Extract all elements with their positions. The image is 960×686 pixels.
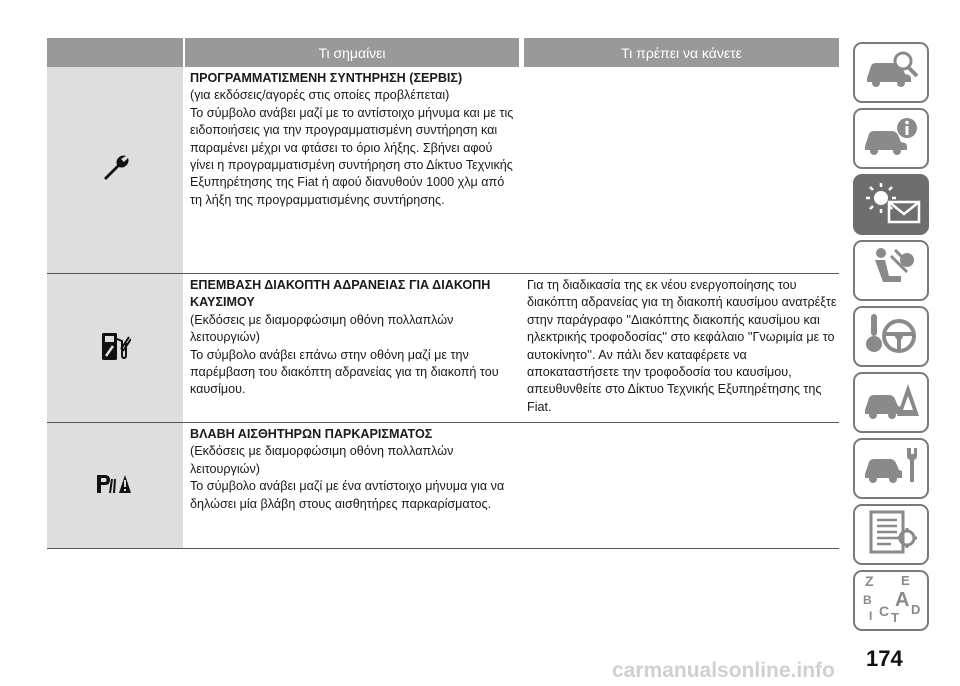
description-cell — [190, 70, 515, 209]
table-row — [47, 67, 839, 274]
key-steering-wheel-icon — [861, 310, 921, 363]
description-cell — [190, 426, 515, 513]
wrench-icon — [100, 153, 130, 188]
index-letter-z: Z — [865, 573, 874, 589]
row-title: ΠΡΟΓΡΑΜΜΑΤΙΣΜΕΝΗ ΣΥΝΤΗΡΗΣΗ (ΣΕΡΒΙΣ) — [190, 71, 463, 85]
table-row — [47, 423, 839, 549]
car-warning-triangle-icon — [861, 376, 921, 429]
chapter-tab-technical-data[interactable] — [853, 504, 929, 565]
alphabetical-index-icon — [859, 572, 923, 629]
row-title: ΕΠΕΜΒΑΣΗ ΔΙΑΚΟΠΤΗ ΑΔΡΑΝΕΙΑΣ ΓΙΑ ΔΙΑΚΟΠΗ ΚΑΥΣΙΜΟΥ — [190, 278, 491, 310]
car-info-icon — [861, 114, 921, 163]
watermark: carmanualsonline.info — [612, 659, 835, 682]
chapter-tab-starting-driving[interactable] — [853, 306, 929, 367]
icon-cell — [47, 67, 183, 273]
fuel-cutoff-icon — [99, 329, 131, 368]
chapter-tab-emergency[interactable] — [853, 372, 929, 433]
chapter-tab-car-info[interactable] — [853, 108, 929, 169]
icon-cell — [47, 274, 183, 422]
parking-sensor-fault-icon — [95, 469, 135, 502]
airbag-seat-icon — [861, 244, 921, 297]
header-cell-icon — [47, 38, 183, 67]
chapter-tab-index[interactable] — [853, 570, 929, 631]
specifications-list-icon — [861, 508, 921, 561]
row-body: Το σύμβολο ανάβει επάνω στην οθόνη μαζί με την παρέμβαση του διακόπτη αδρανείας για τη διακοπή του καυσίμου. — [190, 347, 499, 397]
row-subtitle: (Εκδόσεις με διαμορφώσιμη οθόνη πολλαπλών λειτουργιών) — [190, 312, 454, 345]
description-cell — [190, 277, 515, 399]
icon-cell — [47, 423, 183, 548]
chapter-tab-maintenance[interactable] — [853, 438, 929, 499]
index-letter-i: I — [869, 609, 873, 623]
table-header — [47, 38, 839, 67]
chapter-tab-safety[interactable] — [853, 240, 929, 301]
row-subtitle: (Εκδόσεις με διαμορφώσιμη οθόνη πολλαπλών λειτουργιών) — [190, 444, 454, 476]
header-cell-action: Τι πρέπει να κάνετε — [524, 38, 839, 67]
row-body: Το σύμβολο ανάβει μαζί με το αντίστοιχο μήνυμα και με τις ειδοποιήσεις για την προγραμματισμένη συντήρηση και παραμένει μέχρι να φτάσει το όριο λήξης. Σβήνει αφού γίνει η προγραμματισμένη συντήρηση στο Δίκτυο Τεχνικής Εξυπηρέτησης της Fiat ή αφού διανυθούν 1000 χλμ από τη λήξη της προγραμματισμένης συντήρησης. — [190, 105, 514, 207]
index-letter-d: D — [911, 602, 921, 617]
header-cell-meaning: Τι σημαίνει — [185, 38, 519, 67]
chapter-tab-warning-lights[interactable] — [853, 174, 929, 235]
car-maintenance-icon — [861, 442, 921, 495]
row-subtitle: (για εκδόσεις/αγορές στις οποίες προβλέπεται) — [190, 88, 450, 103]
index-letter-t: T — [891, 610, 899, 624]
warning-light-message-icon — [859, 178, 923, 231]
index-letter-c: C — [879, 603, 890, 619]
car-search-icon — [861, 48, 921, 97]
row-title: ΒΛΑΒΗ ΑΙΣΘΗΤΗΡΩΝ ΠΑΡΚΑΡΙΣΜΑΤΟΣ — [190, 427, 433, 441]
table-row — [47, 274, 839, 423]
index-letter-a: A — [895, 589, 910, 611]
index-letter-b: B — [863, 593, 872, 607]
row-body: Το σύμβολο ανάβει μαζί με ένα αντίστοιχο μήνυμα για να δηλώσει μία βλάβη στους αισθητήρες παρκαρίσματος. — [190, 479, 505, 511]
action-cell: Για τη διαδικασία της εκ νέου ενεργοποίησης του διακόπτη αδρανείας για τη διακοπή καυσίμου ανατρέξτε στην παράγραφο ''Διακόπτης διακοπής καυσίμου και ηλεκτρικής τροφοδοσίας'' στο κεφάλαιο ''Γνωριμία με το αυτοκίνητο''. Αν πάλι δεν καταφέρετε να αποκαταστήσετε την τροφοδοσία του καυσίμου, απευθυνθείτε στο Δίκτυο Τεχνικής Εξυπηρέτησης της Fiat. — [527, 278, 837, 414]
index-letter-e: E — [901, 573, 910, 588]
chapter-tab-car-search[interactable] — [853, 42, 929, 103]
page-number: 174 — [866, 646, 903, 671]
